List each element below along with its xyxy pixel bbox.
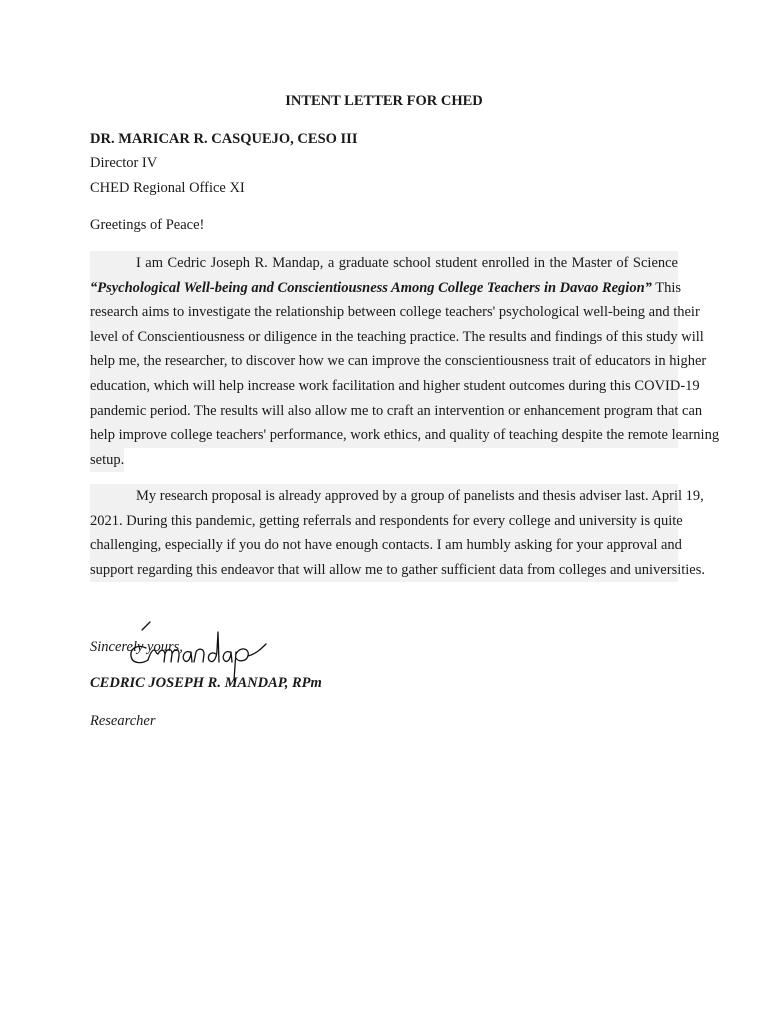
recipient-name: DR. MARICAR R. CASQUEJO, CESO III [90, 131, 358, 147]
paragraph-1-line: research aims to investigate the relationship between college teachers' psychological well-being and their [90, 300, 678, 325]
paragraph-2-line: support regarding this endeavor that will allow me to gather sufficient data from colleges and universities. [90, 558, 678, 583]
paragraph-1-text: This [651, 279, 682, 296]
paragraph-1-line: help improve college teachers' performance, work ethics, and quality of teaching despite the remote learning [90, 423, 678, 448]
paragraph-2-line: challenging, especially if you do not have enough contacts. I am humbly asking for your approval and [90, 533, 678, 558]
paragraph-1-line: help me, the researcher, to discover how we can improve the conscientiousness trait of educators in higher [90, 349, 678, 374]
greeting: Greetings of Peace! [90, 217, 205, 233]
paragraph-2-line: My research proposal is already approved by a group of panelists and thesis adviser last. April 19, [90, 484, 678, 509]
letter-title: INTENT LETTER FOR CHED [285, 93, 483, 109]
paragraph-1-line: I am Cedric Joseph R. Mandap, a graduate school student enrolled in the Master of Science [90, 251, 678, 276]
paragraph-1-line: level of Conscientiousness or diligence in the teaching practice. The results and findings of this study will [90, 325, 678, 350]
paragraph-1-line: education, which will help increase work facilitation and higher student outcomes during this COVID-19 [90, 374, 678, 399]
recipient-office: CHED Regional Office XI [90, 180, 245, 196]
signer-role: Researcher [90, 713, 156, 729]
paragraph-1-line: setup. [90, 448, 124, 473]
paragraph-2 [90, 484, 706, 582]
closing: Sincerely yours, [90, 639, 183, 655]
handwritten-signature [118, 618, 278, 688]
paragraph-1-line: pandemic period. The results will also allow me to craft an intervention or enhancement program that can [90, 399, 678, 424]
signer-name: CEDRIC JOSEPH R. MANDAP, RPm [90, 675, 322, 691]
paragraph-1-line [90, 276, 682, 301]
study-title: “Psychological Well-being and Conscientiousness Among College Teachers in Davao Region” [90, 279, 652, 296]
paragraph-1 [90, 251, 720, 472]
paragraph-2-line: 2021. During this pandemic, getting referrals and respondents for every college and university is quite [90, 509, 678, 534]
recipient-position: Director IV [90, 155, 158, 171]
